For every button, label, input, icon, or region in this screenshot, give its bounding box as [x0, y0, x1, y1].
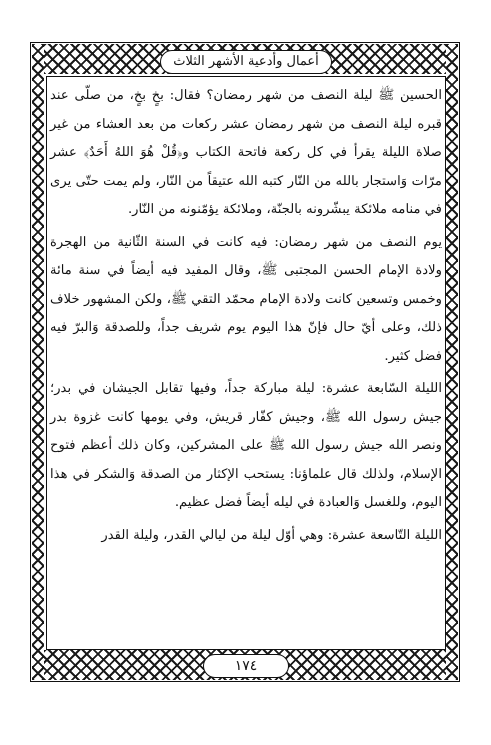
paragraph: يوم النصف من شهر رمضان: فيه كانت في السنة الثّانية من الهجرة ولادة الإمام الحسن المجتبى ﷺ، وقال المفيد فيه أيضاً في سنة مائة وخمس وتسعين كانت ولادة الإمام محمّد التقي ﷺ، ولكن المشهور خلاف ذلك، وعلى أيّ حال فإنّ هذا اليوم يوم شريف جداً، وللصدقة وَالبرّ فيه فضل كثير.	[50, 234, 442, 364]
paragraph: الليلة التّاسعة عشرة: وهي أوّل ليلة من ليالي القدر، وليلة القدر	[101, 527, 442, 543]
page-number: ١٧٤	[234, 658, 258, 674]
paragraph: الحسين ﷺ ليلة النصف من شهر رمضان؟ فقال: بخٍ بخٍ، من صلّى عند قبره ليلة النصف من شهر رمضان عشر ركعات من بعد العشاء من غير صلاة الليلة يقرأ في كل ركعة فاتحة الكتاب و﴿قُلْ هُوَ اللهُ أَحَدٌ﴾ عشر مرّات وَاستجار بالله من النّار كتبه الله عتيقاً من النّار، ولم يمت حتّى يرى في منامه ملائكة يبشّرونه بالجنّة، وملائكة يؤمّنونه من النّار.	[50, 88, 442, 217]
running-header-title: أعمال وأدعية الأشهر الثلاث	[173, 54, 319, 69]
page-body	[50, 82, 442, 648]
running-header	[160, 50, 332, 74]
paragraph: الليلة السّابعة عشرة: ليلة مباركة جداً، وفيها تقابل الجيشان في بدر؛ جيش رسول الله ﷺ، وجيش كفّار قريش، وفي يومها كانت غزوة بدر ونصر الله جيش رسول الله ﷺ على المشركين، وكان ذلك أعظم فتوح الإسلام، ولذلك قال علماؤنا: يستحب الإكثار من الصدقة وَالشكر في هذا اليوم، وللغسل وَالعبادة في ليله أيضاً فضل عظيم.	[50, 381, 442, 510]
page-number-badge	[203, 654, 289, 678]
